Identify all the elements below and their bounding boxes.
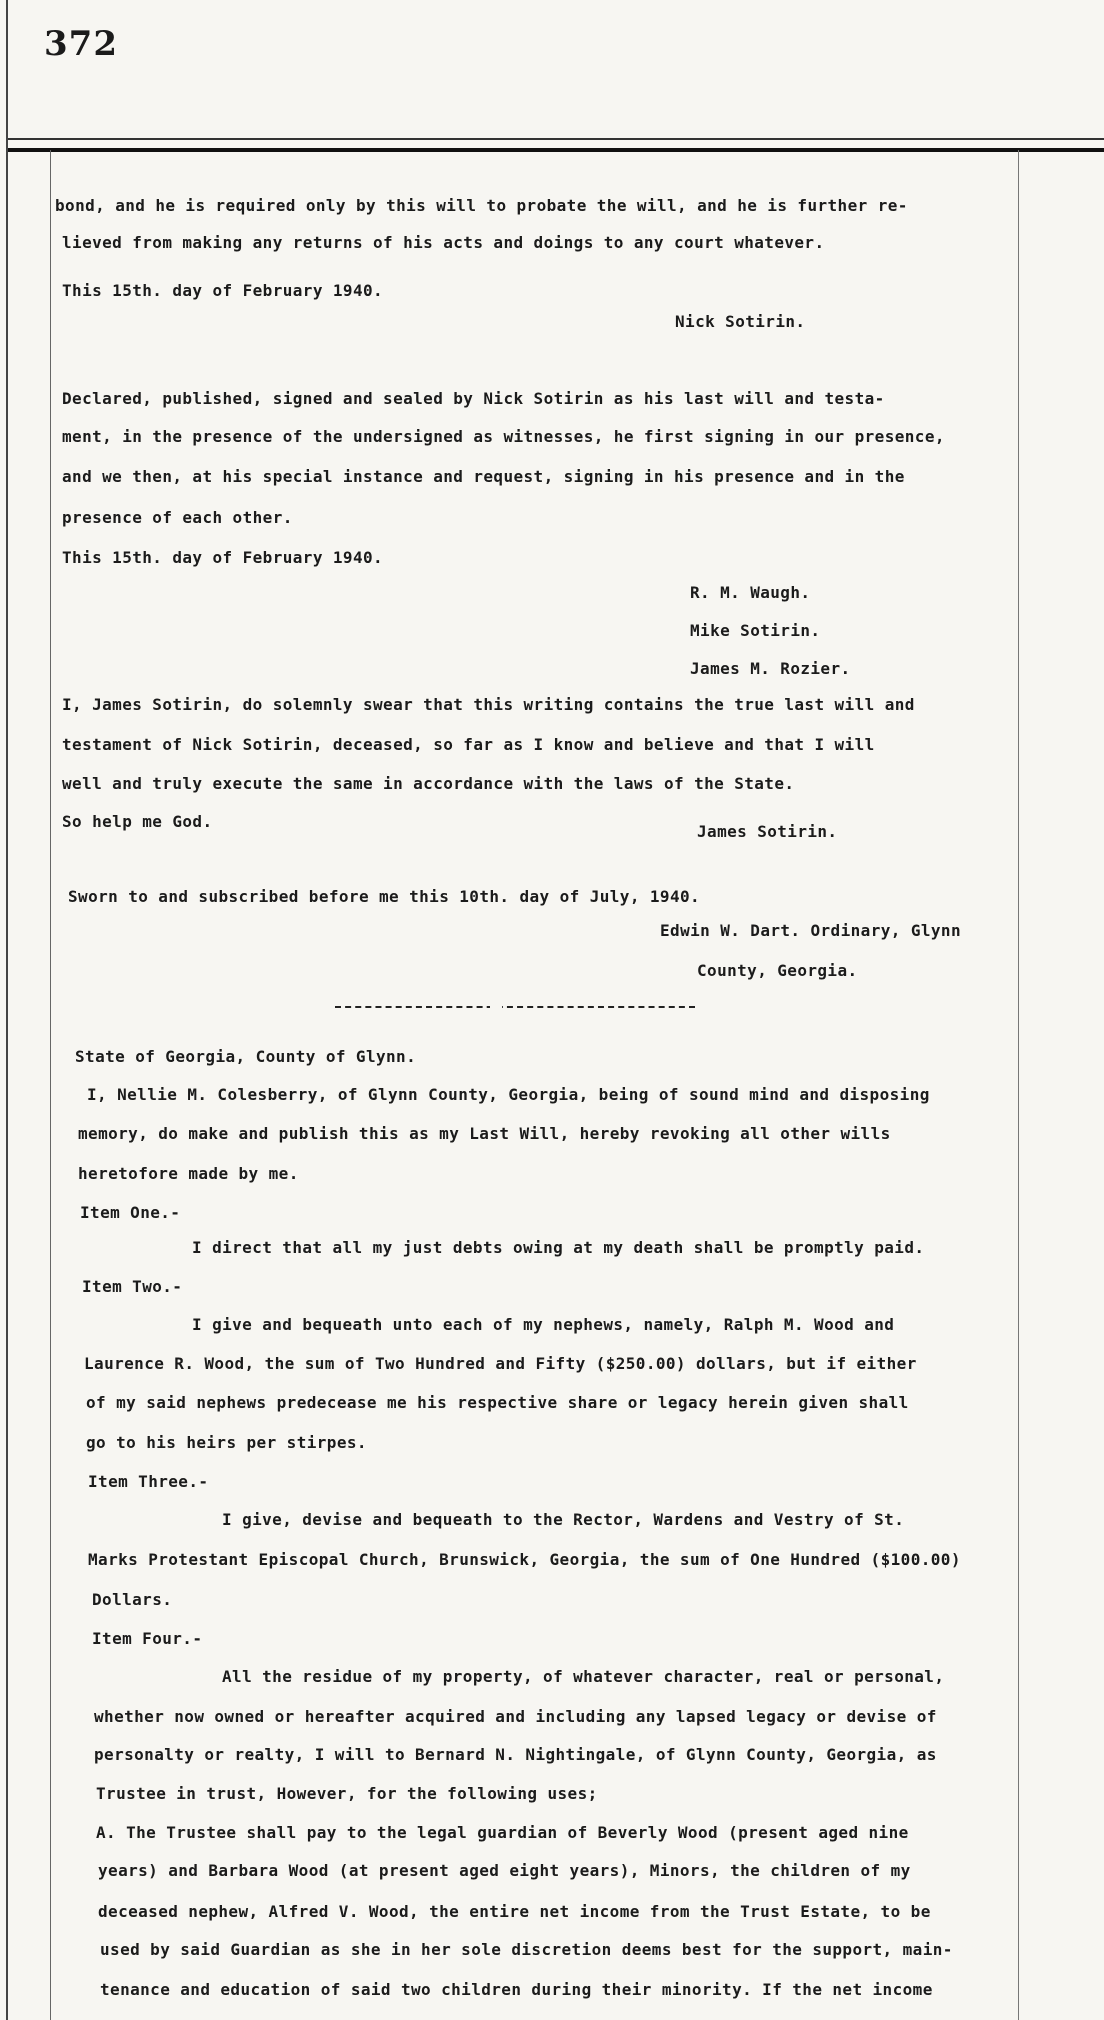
header-rule-thin — [8, 138, 1104, 140]
page-number: 372 — [44, 24, 118, 64]
text-line: James M. Rozier. — [690, 659, 851, 678]
text-line: Item One.- — [80, 1203, 181, 1222]
text-line: bond, and he is required only by this will to probate the will, and he is further re- — [55, 196, 908, 215]
header-rule-thick — [8, 148, 1104, 152]
text-line: So help me God. — [62, 812, 213, 831]
text-line: Declared, published, signed and sealed by Nick Sotirin as his last will and testa- — [62, 389, 885, 408]
text-line: tenance and education of said two children during their minority. If the net income — [100, 1980, 933, 1999]
text-line: Edwin W. Dart. Ordinary, Glynn — [660, 921, 961, 940]
text-line: go to his heirs per stirpes. — [86, 1433, 367, 1452]
text-line: County, Georgia. — [697, 961, 858, 980]
text-line: This 15th. day of February 1940. — [62, 548, 384, 567]
text-line: I direct that all my just debts owing at my death shall be promptly paid. — [192, 1238, 925, 1257]
text-line: All the residue of my property, of whatever character, real or personal, — [222, 1667, 945, 1686]
text-line: memory, do make and publish this as my Last Will, hereby revoking all other wills — [78, 1124, 891, 1143]
text-line: Laurence R. Wood, the sum of Two Hundred and Fifty ($250.00) dollars, but if either — [84, 1354, 917, 1373]
text-line: heretofore made by me. — [78, 1164, 299, 1183]
text-line: I give and bequeath unto each of my nephews, namely, Ralph M. Wood and — [192, 1315, 895, 1334]
text-line: Marks Protestant Episcopal Church, Brunswick, Georgia, the sum of One Hundred ($100.00) — [88, 1550, 961, 1569]
left-margin-line — [50, 150, 51, 2020]
text-line: deceased nephew, Alfred V. Wood, the entire net income from the Trust Estate, to be — [98, 1902, 931, 1921]
text-line: I give, devise and bequeath to the Rector, Wardens and Vestry of St. — [222, 1510, 905, 1529]
text-line: I, James Sotirin, do solemnly swear that this writing contains the true last will and — [62, 695, 915, 714]
text-line: used by said Guardian as she in her sole discretion deems best for the support, main- — [100, 1940, 953, 1959]
text-line: Item Three.- — [88, 1472, 209, 1491]
text-line: Dollars. — [92, 1590, 173, 1609]
page-left-edge — [6, 0, 8, 2020]
section-divider — [335, 1006, 695, 1008]
text-line: Item Four.- — [92, 1629, 203, 1648]
text-line: lieved from making any returns of his acts and doings to any court whatever. — [62, 233, 825, 252]
text-line: of my said nephews predecease me his respective share or legacy herein given shall — [86, 1393, 909, 1412]
text-line: Nick Sotirin. — [675, 312, 806, 331]
text-line: A. The Trustee shall pay to the legal guardian of Beverly Wood (present aged nine — [96, 1823, 909, 1842]
text-line: I, Nellie M. Colesberry, of Glynn County, Georgia, being of sound mind and disposing — [87, 1085, 930, 1104]
text-line: State of Georgia, County of Glynn. — [75, 1047, 417, 1066]
text-line: whether now owned or hereafter acquired and including any lapsed legacy or devise of — [94, 1707, 937, 1726]
text-line: R. M. Waugh. — [690, 583, 811, 602]
text-line: James Sotirin. — [697, 822, 838, 841]
text-line: ment, in the presence of the undersigned as witnesses, he first signing in our presence, — [62, 427, 945, 446]
text-line: years) and Barbara Wood (at present aged eight years), Minors, the children of my — [98, 1861, 911, 1880]
text-line: personalty or realty, I will to Bernard N. Nightingale, of Glynn County, Georgia, as — [94, 1745, 937, 1764]
text-line: and we then, at his special instance and request, signing in his presence and in the — [62, 467, 905, 486]
text-line: Item Two.- — [82, 1277, 183, 1296]
text-line: presence of each other. — [62, 508, 293, 527]
text-line: Trustee in trust, However, for the following uses; — [96, 1784, 598, 1803]
right-margin-line — [1018, 150, 1019, 2020]
text-line: well and truly execute the same in accordance with the laws of the State. — [62, 774, 795, 793]
text-line: testament of Nick Sotirin, deceased, so far as I know and believe and that I will — [62, 735, 875, 754]
section-divider-gap — [490, 1002, 502, 1010]
text-line: This 15th. day of February 1940. — [62, 281, 384, 300]
text-line: Sworn to and subscribed before me this 10th. day of July, 1940. — [68, 887, 701, 906]
text-line: Mike Sotirin. — [690, 621, 821, 640]
